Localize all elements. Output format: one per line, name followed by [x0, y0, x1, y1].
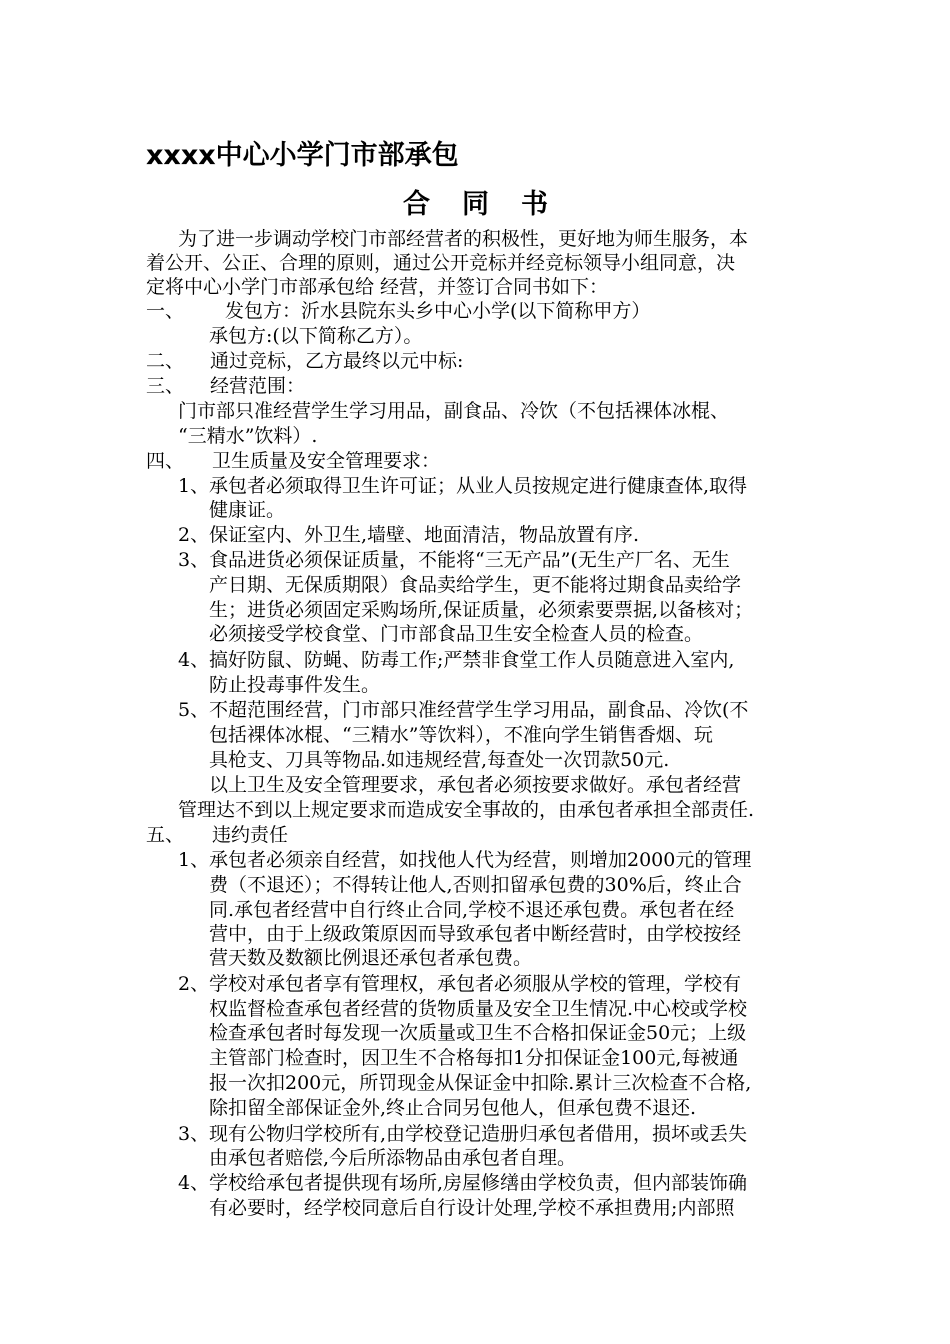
section-text: 卫生质量及安全管理要求： [212, 450, 441, 472]
section-text: 经营范围： [210, 375, 306, 397]
section-number: 三、 [146, 375, 185, 397]
item-line: 学校对承包者享有管理权，承包者必须服从学校的管理，学校有 [209, 973, 742, 995]
item-line: 除扣留全部保证金外,终止合同另包他人，但承包费不退还. [209, 1097, 697, 1119]
section-number: 五、 [146, 824, 185, 846]
section-text: 通过竞标，乙方最终以元中标: [210, 350, 464, 372]
item-line: 营中，由于上级政策原因而导致承包者中断经营时，由学校按经 [209, 923, 742, 945]
document-title: xxxx中心小学门市部承包 [146, 140, 459, 171]
item-line: 主管部门检查时，因卫生不合格每扣1分扣保证金100元,每被通 [209, 1047, 739, 1069]
item-line: 权监督检查承包者经营的货物质量及安全卫生情况.中心校或学校 [209, 998, 748, 1020]
section-number: 四、 [146, 450, 185, 472]
item-line: 产日期、无保质期限）食品卖给学生，更不能将过期食品卖给学 [209, 574, 742, 596]
item-number: 1、 [178, 475, 210, 497]
item-line: 生；进货必须固定采购场所,保证质量，必须索要票据,以备核对； [209, 599, 754, 621]
item-line: 有必要时，经学校同意后自行设计处理,学校不承担费用;内部照 [209, 1197, 735, 1219]
intro-line: 为了进一步调动学校门市部经营者的积极性，更好地为师生服务，本 [178, 228, 749, 250]
item-line: 报一次扣200元，所罚现金从保证金中扣除.累计三次检查不合格, [209, 1072, 752, 1094]
item-line: 具枪支、刀具等物品.如违规经营,每查处一次罚款50元. [209, 749, 670, 771]
item-number: 2、 [178, 524, 210, 546]
item-line: 营天数及数额比例退还承包者承包费。 [209, 947, 533, 969]
item-line: 现有公物归学校所有,由学校登记造册归承包者借用，损坏或丢失 [209, 1123, 748, 1145]
item-number: 2、 [178, 973, 210, 995]
section-footer: 以上卫生及安全管理要求，承包者必须按要求做好。承包者经营 [209, 774, 742, 796]
item-line: 必须接受学校食堂、门市部食品卫生安全检查人员的检查。 [209, 623, 704, 645]
section-body: “三精水”饮料）. [178, 425, 318, 447]
item-number: 3、 [178, 549, 210, 571]
item-line: 费（不退还）；不得转让他人,否则扣留承包费的30%后，终止合 [209, 874, 742, 896]
section-number: 一、 [146, 300, 185, 322]
item-line: 由承包者赔偿,今后所添物品由承包者自理。 [209, 1147, 577, 1169]
item-number: 1、 [178, 849, 210, 871]
item-line: 防止投毒事件发生。 [209, 674, 381, 696]
item-number: 4、 [178, 1172, 210, 1194]
item-line: 承包者必须亲自经营，如找他人代为经营，则增加2000元的管理 [209, 849, 752, 871]
item-number: 4、 [178, 649, 210, 671]
item-line: 检查承包者时每发现一次质量或卫生不合格扣保证金50元；上级 [209, 1022, 747, 1044]
section-text: 违约责任 [212, 824, 289, 846]
item-line: 承包者必须取得卫生许可证；从业人员按规定进行健康查体,取得 [209, 475, 748, 497]
section-footer: 管理达不到以上规定要求而造成安全事故的，由承包者承担全部责任. [178, 799, 755, 821]
item-line: 包括裸体冰棍、“三精水”等饮料），不准向学生销售香烟、玩 [209, 724, 713, 746]
item-line: 搞好防鼠、防蝇、防毒工作;严禁非食堂工作人员随意进入室内, [209, 649, 735, 671]
intro-line: 定将中心小学门市部承包给 经营，并签订合同书如下： [146, 276, 609, 298]
intro-line: 着公开、公正、合理的原则，通过公开竞标并经竞标领导小组同意，决 [146, 252, 736, 274]
item-line: 同.承包者经营中自行终止合同,学校不退还承包费。承包者在经 [209, 899, 735, 921]
item-line: 学校给承包者提供现有场所,房屋修缮由学校负责，但内部装饰确 [209, 1172, 748, 1194]
section-number: 二、 [146, 350, 185, 372]
item-line: 不超范围经营，门市部只准经营学生学习用品，副食品、冷饮(不 [209, 699, 749, 721]
section-body: 门市部只准经营学生学习用品，副食品、冷饮（不包括裸体冰棍、 [178, 400, 730, 422]
section-text: 发包方：沂水县院东头乡中心小学(以下简称甲方） [225, 300, 651, 322]
document-subtitle: 合同书 [403, 189, 580, 220]
item-line: 健康证。 [209, 499, 286, 521]
section-text: 承包方:(以下简称乙方）。 [209, 325, 423, 347]
item-line: 食品进货必须保证质量，不能将“三无产品”(无生产厂名、无生 [209, 549, 730, 571]
item-line: 保证室内、外卫生,墙壁、地面清洁，物品放置有序. [209, 524, 640, 546]
item-number: 3、 [178, 1123, 210, 1145]
item-number: 5、 [178, 699, 210, 721]
